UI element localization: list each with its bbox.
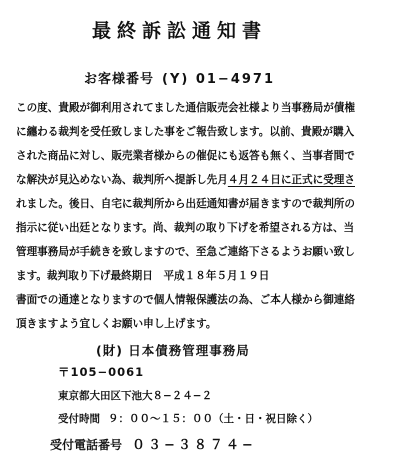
- underlined-date-text: ４月２４日に正式に受理さ: [227, 174, 355, 186]
- customer-number-value: (Y) 01−4971: [162, 72, 276, 87]
- document-title: 最終訴訟通知書: [92, 20, 268, 42]
- reception-phone-label: 受付電話番号: [50, 438, 123, 452]
- notice-body: [16, 96, 388, 336]
- reception-hours-label: 受付時間: [58, 413, 100, 425]
- sender-postal-code: 〒105−0061: [58, 365, 145, 379]
- customer-number-label: お客様番号: [84, 72, 155, 87]
- body-line-4: [16, 168, 388, 192]
- sender-address: 東京都大田区下池大８−２４−２: [58, 390, 213, 402]
- body-line-3: された商品に対し、販売業者様からの催促にも返答も無く、当事者間で: [16, 150, 355, 162]
- body-line-5: れました。後日、自宅に裁判所から出廷通知書が届きますので裁判所の: [16, 198, 355, 210]
- body-line-2: に纏わる裁判を受任致しました事をご報告致します。以前、貴殿が購入: [16, 126, 355, 138]
- reception-phone-number: ０３−３８７４−: [132, 438, 256, 453]
- body-line-9: 書面での通達となりますので個人情報保護法の為、ご本人様から御連絡: [16, 294, 355, 306]
- body-line-6: 指示に従い出廷となります。尚、裁判の取り下げを希望される方は、当: [16, 222, 355, 234]
- reception-hours: [58, 411, 318, 426]
- customer-number: [84, 68, 275, 87]
- body-line-8: ます。裁判取り下げ最終期日 平成１８年５月１９日: [16, 270, 270, 282]
- sender-organization: (財) 日本債務管理事務局: [96, 343, 250, 358]
- reception-phone: [50, 434, 256, 453]
- body-line-4-text: な解決が見込めない為、裁判所へ提訴し先月: [16, 174, 228, 186]
- body-line-1: この度、貴殿が御利用されてました通信販売会社様より当事務局が債権: [16, 102, 355, 114]
- reception-hours-value: ９：００〜１５：００（土・日・祝日除く）: [108, 413, 318, 425]
- body-line-7: 管理事務局が手続きを致しますので、至急ご連絡下さるようお願い致し: [16, 246, 355, 258]
- body-line-10: 頂きますよう宜しくお願い申し上げます。: [16, 318, 217, 330]
